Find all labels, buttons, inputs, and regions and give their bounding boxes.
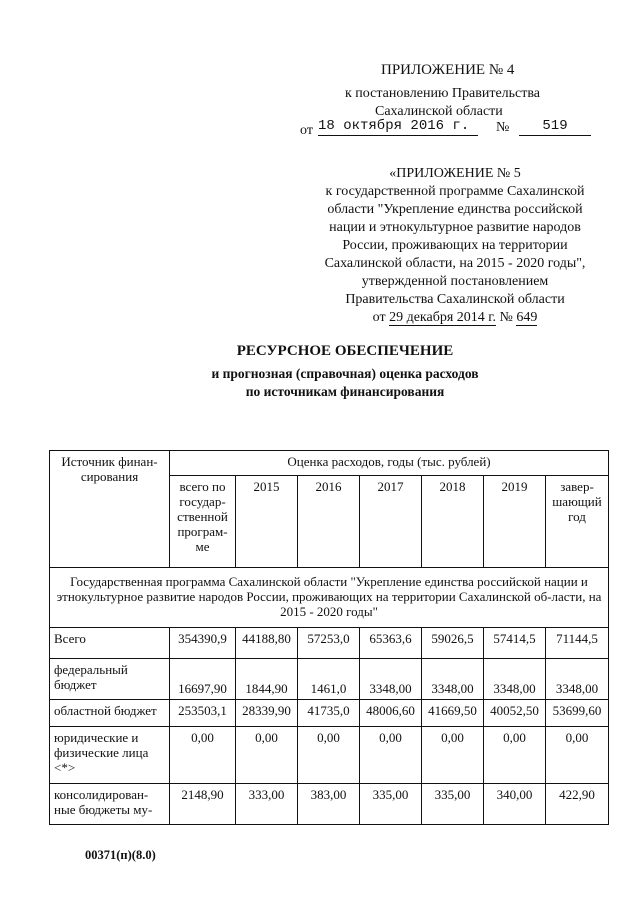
value-cell: 3348,00 — [422, 659, 484, 700]
row-label: консолидирован-ные бюджеты му- — [50, 784, 170, 825]
document-subtitle: и прогнозная (справочная) оценка расходов — [211, 366, 479, 381]
value-cell: 3348,00 — [484, 659, 546, 700]
value-cell: 383,00 — [298, 784, 360, 825]
document-subtitle-2: по источникам финансирования — [245, 384, 445, 399]
year-2019-header: 2019 — [484, 475, 546, 567]
appendix-5-line: области "Укрепление единства российской — [327, 202, 583, 217]
appendix-5-line: Сахалинской области, на 2015 - 2020 годы", — [324, 256, 586, 271]
value-cell: 28339,90 — [236, 700, 298, 727]
appendix-5-number: 649 — [516, 310, 538, 325]
value-cell: 41669,50 — [422, 700, 484, 727]
value-cell: 335,00 — [360, 784, 422, 825]
value-cell: 40052,50 — [484, 700, 546, 727]
resolution-date: 18 октября 2016 г. — [318, 118, 478, 136]
value-cell: 422,90 — [546, 784, 609, 825]
value-cell: 354390,9 — [170, 628, 236, 659]
value-cell: 0,00 — [484, 727, 546, 784]
table-row — [50, 700, 609, 727]
value-cell: 41735,0 — [298, 700, 360, 727]
appendix-5-line: Правительства Сахалинской области — [345, 292, 565, 307]
value-cell: 71144,5 — [546, 628, 609, 659]
appendix-5-line: России, проживающих на территории — [342, 238, 568, 253]
value-cell: 0,00 — [546, 727, 609, 784]
value-cell: 2148,90 — [170, 784, 236, 825]
value-cell: 340,00 — [484, 784, 546, 825]
row-label: областной бюджет — [50, 700, 170, 727]
table-row — [50, 628, 609, 659]
value-cell: 335,00 — [422, 784, 484, 825]
value-cell: 3348,00 — [546, 659, 609, 700]
appendix-5-number-prefix: № — [495, 310, 517, 325]
table-row — [50, 659, 609, 700]
value-cell: 44188,80 — [236, 628, 298, 659]
value-cell: 1844,90 — [236, 659, 298, 700]
final-year-header: завер-шающий год — [546, 475, 609, 567]
year-2015-header: 2015 — [236, 475, 298, 567]
resources-table — [49, 450, 609, 825]
to-resolution-text: к постановлению Правительства — [345, 86, 541, 101]
value-cell: 65363,6 — [360, 628, 422, 659]
table-row — [50, 784, 609, 825]
value-cell: 57253,0 — [298, 628, 360, 659]
value-cell: 16697,90 — [170, 659, 236, 700]
program-row — [50, 568, 609, 628]
document-title: РЕСУРСНОЕ ОБЕСПЕЧЕНИЕ — [236, 343, 454, 359]
table-header-row — [50, 451, 609, 476]
appendix-5-date: 29 декабря 2014 г. — [389, 310, 496, 325]
resolution-number: 519 — [519, 118, 591, 136]
appendix-5-block — [300, 165, 610, 327]
region-text: Сахалинской области — [375, 104, 503, 119]
value-cell: 53699,60 — [546, 700, 609, 727]
value-cell: 0,00 — [360, 727, 422, 784]
appendix-5-line: «ПРИЛОЖЕНИЕ № 5 — [389, 166, 521, 181]
year-2018-header: 2018 — [422, 475, 484, 567]
year-2017-header: 2017 — [360, 475, 422, 567]
value-cell: 253503,1 — [170, 700, 236, 727]
value-cell: 3348,00 — [360, 659, 422, 700]
footer-code: 00371(п)(8.0) — [85, 848, 156, 862]
value-cell: 0,00 — [170, 727, 236, 784]
appendix-5-line: нации и этнокультурное развитие народов — [329, 220, 581, 235]
value-cell: 48006,60 — [360, 700, 422, 727]
value-cell: 0,00 — [298, 727, 360, 784]
estimate-column-header: Оценка расходов, годы (тыс. рублей) — [170, 451, 609, 476]
row-label: федеральный бюджет — [50, 659, 170, 700]
date-label: от — [300, 123, 313, 138]
value-cell: 0,00 — [422, 727, 484, 784]
appendix-5-date-prefix: от — [372, 310, 390, 325]
value-cell: 59026,5 — [422, 628, 484, 659]
row-label: юридические и физические лица <*> — [50, 727, 170, 784]
number-label: № — [496, 120, 510, 135]
value-cell: 1461,0 — [298, 659, 360, 700]
total-program-header: всего по государ-ственной програм-ме — [170, 475, 236, 567]
value-cell: 0,00 — [236, 727, 298, 784]
row-label: Всего — [50, 628, 170, 659]
table-row — [50, 727, 609, 784]
value-cell: 57414,5 — [484, 628, 546, 659]
year-2016-header: 2016 — [298, 475, 360, 567]
program-name-cell: Государственная программа Сахалинской области "Укрепление единства российской нации и этнокультурное развитие народов России, проживающих на территории Сахалинской об-ласти, на 2015 - 2020 годы" — [50, 568, 609, 628]
appendix-5-line: утвержденной постановлением — [361, 274, 549, 289]
appendix-5-line: к государственной программе Сахалинской — [325, 184, 585, 199]
source-column-header: Источник финан-сирования — [50, 451, 170, 568]
value-cell: 333,00 — [236, 784, 298, 825]
appendix-5-date-line — [300, 309, 610, 327]
appendix-4-title: ПРИЛОЖЕНИЕ № 4 — [381, 62, 515, 78]
